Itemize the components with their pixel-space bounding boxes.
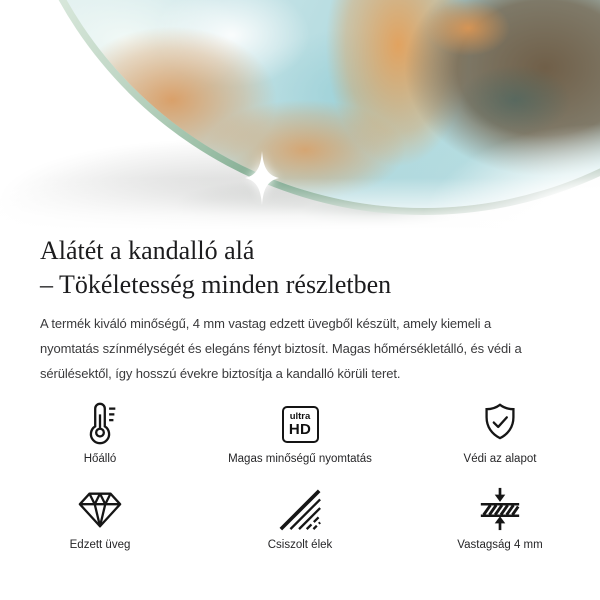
sparkle-icon	[245, 151, 279, 205]
thermometer-icon	[77, 400, 123, 446]
feature-polished-edges	[200, 484, 400, 570]
feature-label: Védi az alapot	[463, 453, 537, 465]
product-photo	[0, 0, 600, 232]
product-description: A termék kiváló minőségű, 4 mm vastag edzett üvegből készült, amely kiemeli a nyomtatás színmélységét és elegáns fényt biztosít. Magas hőmérsékletálló, és védi a sérülésektől, így hosszú évekre biztosítja a kandalló körüli teret.	[40, 316, 522, 381]
feature-grid	[0, 398, 600, 570]
feature-high-quality-print	[200, 398, 400, 484]
diamond-icon	[77, 486, 123, 532]
ultra-hd-icon: ultra HD	[282, 406, 319, 443]
feature-tempered-glass	[0, 484, 200, 570]
feature-label: Magas minőségű nyomtatás	[228, 453, 372, 465]
polished-edge-icon	[277, 486, 323, 532]
feature-label: Edzett üveg	[69, 539, 131, 551]
page-title	[40, 234, 560, 302]
feature-protects-base	[400, 398, 600, 484]
content-block	[40, 234, 560, 386]
feature-label: Vastagság 4 mm	[457, 539, 543, 551]
shield-check-icon	[477, 400, 523, 446]
feature-label: Hőálló	[83, 453, 117, 465]
feature-thickness	[400, 484, 600, 570]
thickness-icon	[477, 486, 523, 532]
feature-heat-resistant	[0, 398, 200, 484]
title-line-1: Alátét a kandalló alá	[40, 236, 255, 265]
feature-label: Csiszolt élek	[267, 539, 333, 551]
title-line-2: – Tökéletesség minden részletben	[40, 270, 392, 299]
